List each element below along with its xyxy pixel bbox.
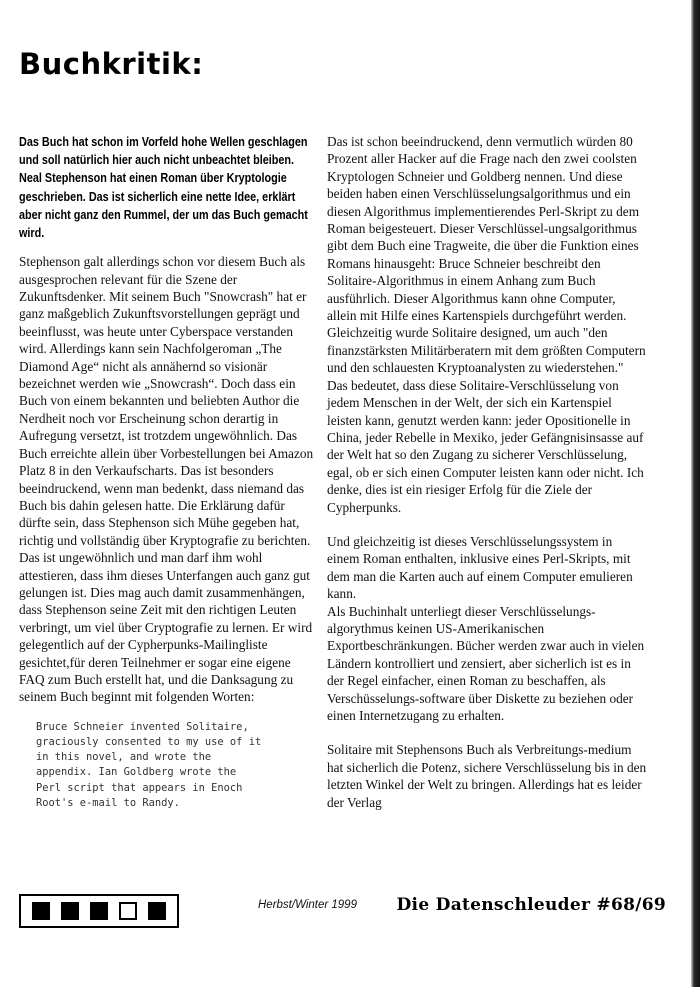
right-paragraph-2: Und gleichzeitig ist dieses Verschlüsselungssystem in einem Roman enthalten, inklusive eines Perl-Skripts, mit dem man die Karten auch auf einem Computer emulieren kann. [327, 533, 633, 602]
left-column [19, 133, 319, 811]
footer-square-4 [119, 902, 137, 920]
right-column [327, 133, 647, 828]
page-edge-shadow [691, 0, 700, 987]
right-paragraph-1: Das ist schon beeindruckend, denn vermutlich würden 80 Prozent aller Hacker auf die Frage nach den zwei coolsten Kryptologen Schneier und Goldberg nennen. Und diese beiden haben einen Verschlüsselungsalgorithmus und ein diesen Algorithmus implementierendes Perl-Skript zu dem Roman beigesteuert. Dieser Verschlüssel-ungsalgorithmus gibt dem Buch eine Tragweite, die über die Funktion eines Romans hinausgeht: Bruce Schneier beschreibt den Solitaire-Algorithmus in einem Anhang zum Buch ausführlich. Dieser Algorithmus kann ohne Computer, allein mit Hilfe eines Kartenspiels durchgeführt werden. Gleichzeitig wurde Solitaire designed, um auch "den finanzstärksten Militärberatern mit dem größten Computern und den schlauesten Kryptoanalysten zu wiederstehen." Das bedeutet, dass diese Solitaire-Verschlüsselung von jedem Menschen in der Welt, der sich ein Kartenspiel leisten kann, genutzt werden kann: jeder Opositionelle in China, jeder Rebelle in Mexiko, jeder Gefängnisinsasse auf der Welt hat so den Zugang zu sicherer Verschlüsselung, egal, ob er sich einen Computer leisten kann oder nicht. Ich denke, dies ist ein riesiger Erfolg für die Ziele der Cypherpunks. [327, 134, 646, 515]
footer-square-2 [61, 902, 79, 920]
footer-square-3 [90, 902, 108, 920]
footer-issue-season: Herbst/Winter 1999 [258, 899, 357, 911]
acknowledgement-quote: Bruce Schneier invented Solitaire, graciously consented to my use of it in this novel, and wrote the appendix. Ian Goldberg wrote the Perl script that appears in Enoch Root's e-mail to Randy. [36, 720, 262, 809]
footer-square-5 [148, 902, 166, 920]
left-body-paragraph: Stephenson galt allerdings schon vor diesem Buch als ausgesprochen relevant für die Szene der Zukunftsdenker. Mit seinem Buch "Snowcrash" hat er ganz maßgeblich Zukunftsvorstellungen geprägt und beeinflusst, was heute unter Cyberspace verstanden wird. Allerdings kann sein Nachfolgeroman „The Diamond Age“ nicht als annähernd so visionär bezeichnet werden wie „Snowcrash“. Doch dass ein Buch von einem bekannten und beliebten Author die Nerdheit noch vor Erscheinung schon derartig in Aufregung versetzt, ist trotzdem ungewöhnlich. Das Buch erreichte allein über Vorbestellungen bei Amazon Platz 8 in den Verkaufscharts. Das ist besonders beeindruckend, wenn man bedenkt, dass niemand das Buch bis dahin gelesen hatte. Die Erklärung dafür dürfte sein, dass Stephenson sich Mühe gegeben hat, richtig und vollständig über Kryptografie zu berichten. Das ist ungewöhnlich und man darf ihm wohl attestieren, dass ihm dieses Unterfangen auch ganz gut gelungen ist. Dies mag auch damit zusammenhängen, dass Stephenson seine Zeit mit den richtigen Leuten verbringt, um viel über Cryptografie zu lernen. Er wird gelegentlich auf der Cypherpunks-Mailingliste gesichtet,für deren Teilnehmer er sogar eine eigene FAQ zum Buch erstellt hat, und die Danksagung zu seinem Buch beginnt mit folgenden Worten: [19, 254, 314, 705]
footer-box-strip [19, 894, 179, 928]
footer-square-1 [32, 902, 50, 920]
footer-magazine-name: Die Datenschleuder #68/69 [396, 895, 666, 915]
intro-paragraph: Das Buch hat schon im Vorfeld hohe Wellen geschlagen und soll natürlich hier auch nicht unbeachtet bleiben. Neal Stephenson hat einen Roman über Kryptologie geschrieben. Das ist sicherlich eine nette Idee, erklärt aber nicht ganz den Rummel, der um das Buch gemacht wird. [19, 135, 308, 241]
right-paragraph-3: Als Buchinhalt unterliegt dieser Verschlüsselungs-algorythmus keinen US-Amerikanischen Exportbeschränkungen. Bücher werden zwar auch in vielen Ländern kontrolliert und zensiert, aber sicherlich ist es in der Regel einfacher, einen Roman zu beschaffen, als Verschüsselungs-software über Diskette zu beziehen oder einen Internetzugang zu erhalten. [327, 603, 645, 723]
page-title: Buchkritik: [19, 47, 204, 81]
right-paragraph-4: Solitaire mit Stephensons Buch als Verbreitungs-medium hat sicherlich die Potenz, sichere Verschlüsselung bis in den letzten Winkel der Welt zu bringen. Allerdings hat es leider der Verlag [327, 742, 647, 810]
